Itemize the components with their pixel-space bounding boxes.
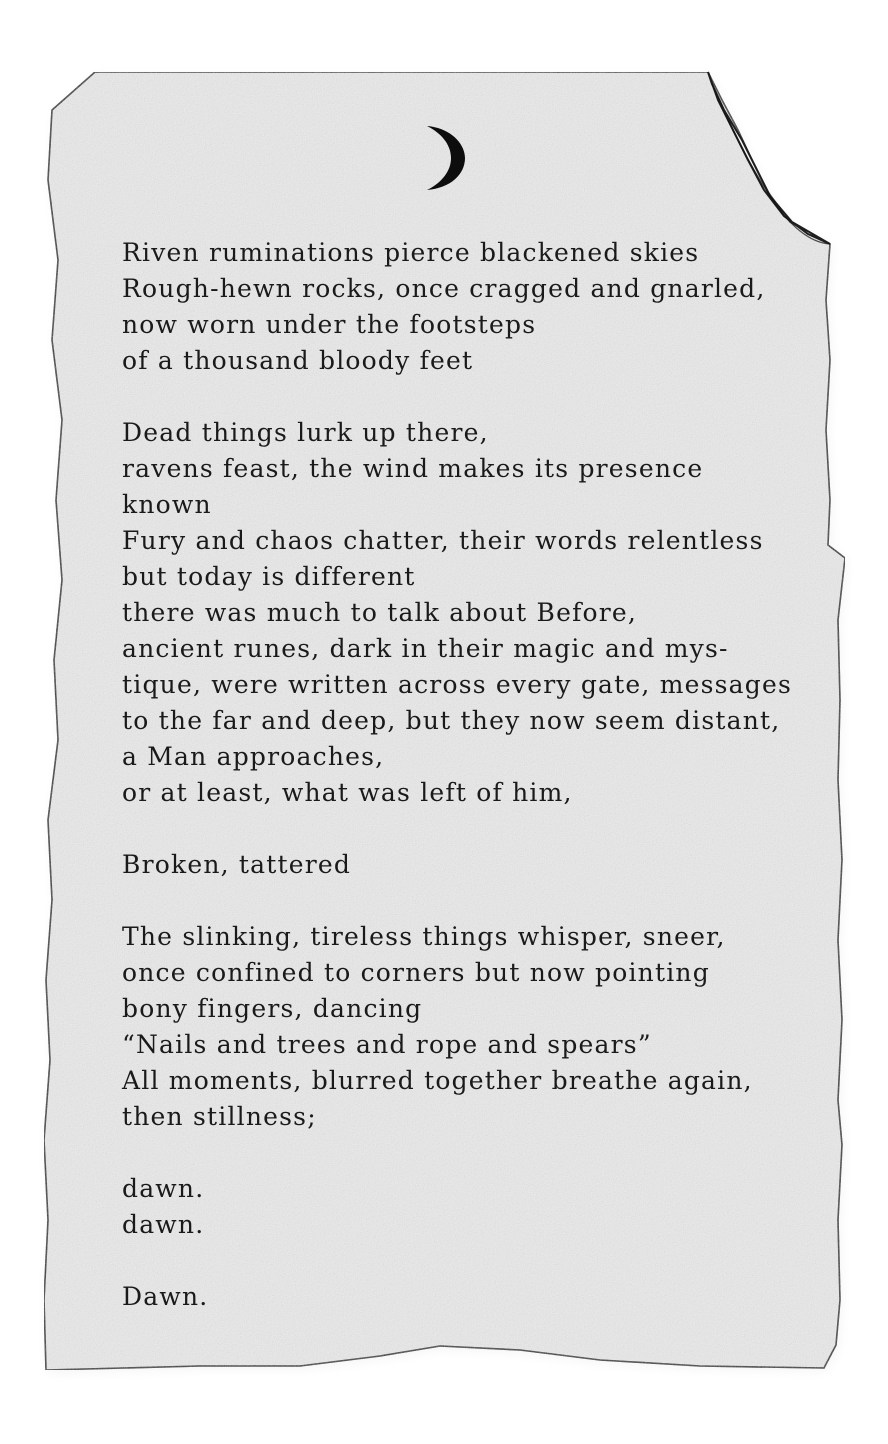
poem-line: “Nails and trees and rope and spears” xyxy=(122,1030,652,1059)
poem-line: Riven ruminations pierce blackened skies xyxy=(122,238,700,267)
poem-body xyxy=(122,235,822,1315)
poem-line: then stillness; xyxy=(122,1102,317,1131)
poem-line: Broken, tattered xyxy=(122,850,352,879)
poem-line: All moments, blurred together breathe again, xyxy=(122,1066,753,1095)
poem-line: to the far and deep, but they now seem distant, xyxy=(122,706,781,735)
crescent-moon-icon xyxy=(419,124,467,192)
poem-line: a Man approaches, xyxy=(122,742,385,771)
poem-stanza xyxy=(122,919,822,1135)
poem-line: Fury and chaos chatter, their words relentless xyxy=(122,526,764,555)
poem-stanza xyxy=(122,415,822,811)
poem-line: there was much to talk about Before, xyxy=(122,598,638,627)
poem-line: ravens feast, the wind makes its presence xyxy=(122,454,704,483)
poem-line: tique, were written across every gate, messages xyxy=(122,670,792,699)
poem-line: now worn under the footsteps xyxy=(122,310,537,339)
poem-line: or at least, what was left of him, xyxy=(122,778,573,807)
poem-line: dawn. xyxy=(122,1210,205,1239)
poem-line: ancient runes, dark in their magic and mys- xyxy=(122,634,729,663)
poem-line: dawn. xyxy=(122,1174,205,1203)
poem-line: bony fingers, dancing xyxy=(122,994,423,1023)
poem-line: but today is different xyxy=(122,562,416,591)
poem-stanza xyxy=(122,847,822,883)
poem-line: Dead things lurk up there, xyxy=(122,418,489,447)
poem-line: The slinking, tireless things whisper, sneer, xyxy=(122,922,726,951)
poem-line: of a thousand bloody feet xyxy=(122,346,474,375)
poem-line: once confined to corners but now pointing xyxy=(122,958,710,987)
poem-stanza xyxy=(122,1171,822,1243)
poem-line: Rough-hewn rocks, once cragged and gnarled, xyxy=(122,274,766,303)
poem-line: known xyxy=(122,490,212,519)
poem-stanza xyxy=(122,235,822,379)
poem-stanza xyxy=(122,1279,822,1315)
poem-line: Dawn. xyxy=(122,1282,209,1311)
